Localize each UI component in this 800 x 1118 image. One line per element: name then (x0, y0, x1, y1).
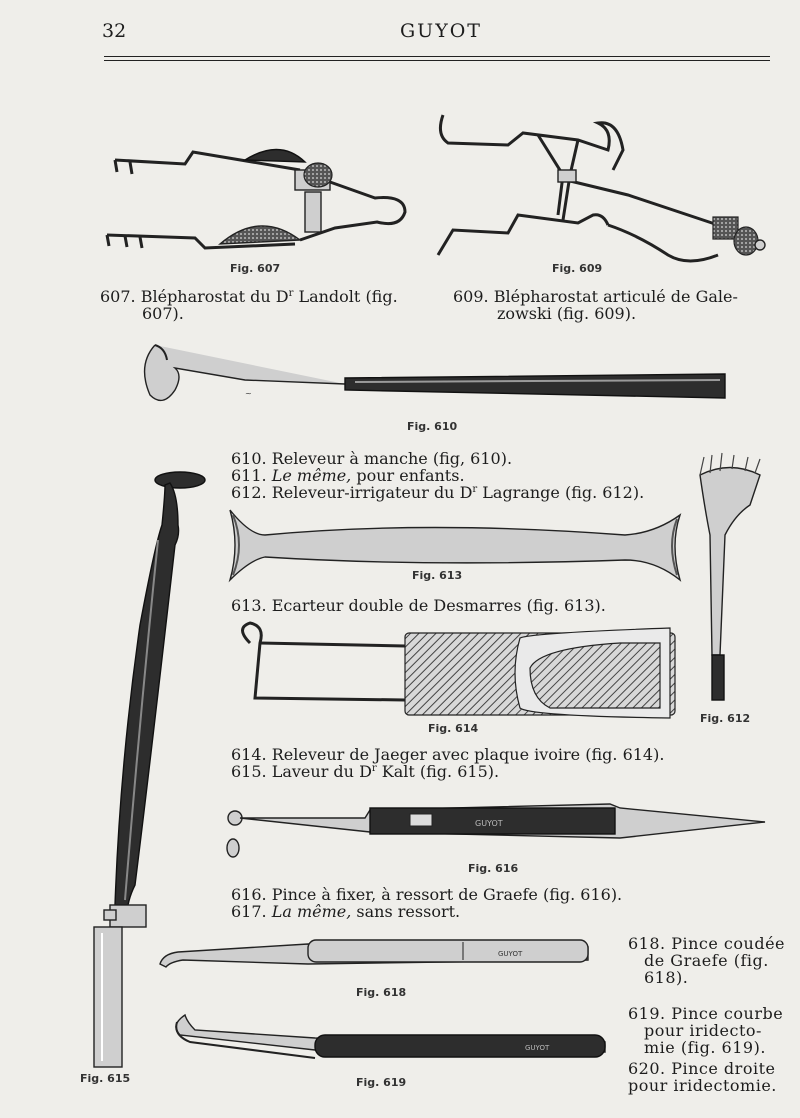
entry-617 (231, 903, 460, 920)
header-rule-bottom (104, 60, 770, 61)
figure-607-blepharostat-landolt (95, 140, 415, 255)
entry-617-number: 617. (231, 902, 267, 921)
entry-619-line3: mie (fig. 619). (644, 1038, 766, 1057)
figure-615-laveur-kalt (80, 465, 210, 1075)
entry-618-line3: 618). (644, 968, 689, 987)
figure-618-pince-coudee (158, 932, 598, 972)
entry-620-line1: Pince droite (671, 1059, 776, 1078)
entry-618-number: 618. (628, 934, 666, 953)
entry-618-line2: de Graefe (fig. (644, 951, 769, 970)
entry-610-number: 610. (231, 449, 267, 468)
entry-615-text-b: Kalt (fig. 615). (376, 762, 500, 781)
entry-614 (231, 746, 664, 763)
entry-616-text: Pince à fixer, à ressort de Graefe (fig. 616). (271, 885, 623, 904)
caption-fig-614: Fig. 614 (428, 722, 479, 735)
entry-616 (231, 886, 622, 903)
page-number: 32 (102, 20, 127, 42)
caption-fig-612: Fig. 612 (700, 712, 751, 725)
entry-620-number: 620. (628, 1059, 666, 1078)
engraver-signature: ~ (245, 389, 252, 398)
entry-607-text-b: Landolt (fig. (293, 287, 398, 306)
caption-fig-613: Fig. 613 (412, 569, 463, 582)
entry-619-line2: pour iridecto- (644, 1021, 762, 1040)
caption-fig-607: Fig. 607 (230, 262, 281, 275)
instrument-mark-619: GUYOT (525, 1044, 550, 1052)
entry-611 (231, 467, 465, 484)
running-title: GUYOT (400, 20, 482, 42)
entry-609-line2: zowski (fig. 609). (497, 304, 637, 323)
figure-612-releveur-irrigateur (690, 455, 780, 705)
entry-609 (453, 288, 738, 322)
entry-619 (628, 1005, 783, 1056)
caption-fig-616: Fig. 616 (468, 862, 519, 875)
entry-611-text: pour enfants. (351, 466, 465, 485)
entry-617-italic: La même, (271, 902, 352, 921)
caption-fig-609: Fig. 609 (552, 262, 603, 275)
caption-fig-610: Fig. 610 (407, 420, 458, 433)
entry-612 (231, 484, 644, 501)
caption-fig-619: Fig. 619 (356, 1076, 407, 1089)
entry-615-number: 615. (231, 762, 267, 781)
entry-612-number: 612. (231, 483, 267, 502)
entry-616-number: 616. (231, 885, 267, 904)
instrument-mark-618: GUYOT (498, 950, 523, 958)
header-rule-top (104, 56, 770, 57)
entry-607-line2: 607). (142, 304, 184, 323)
entry-612-text-b: Lagrange (fig. 612). (477, 483, 645, 502)
entry-607-number: 607. (100, 287, 136, 306)
entry-612-sup: r (472, 484, 478, 495)
entry-607-sup: r (288, 288, 294, 299)
entry-619-line1: Pince courbe (671, 1004, 784, 1023)
entry-607 (100, 288, 398, 322)
entry-614-number: 614. (231, 745, 267, 764)
entry-614-text: Releveur de Jaeger avec plaque ivoire (fig. 614). (271, 745, 665, 764)
entry-611-italic: Le même, (271, 466, 352, 485)
entry-607-text: Blépharostat du D (140, 287, 289, 306)
caption-fig-615: Fig. 615 (80, 1072, 131, 1085)
figure-619-pince-courbe (165, 1010, 610, 1065)
entry-618 (628, 935, 785, 986)
entry-618-line1: Pince coudée (671, 934, 785, 953)
figure-616-pince-fixer (225, 800, 770, 860)
caption-fig-618: Fig. 618 (356, 986, 407, 999)
entry-612-text: Releveur-irrigateur du D (271, 483, 473, 502)
entry-613 (231, 597, 606, 614)
figure-614-releveur-jaeger (230, 618, 680, 728)
entry-615 (231, 763, 499, 780)
entry-615-sup: r (371, 763, 377, 774)
entry-609-text: Blépharostat articulé de Gale- (493, 287, 738, 306)
entry-610-text: Releveur à manche (fig, 610). (271, 449, 513, 468)
entry-613-number: 613. (231, 596, 267, 615)
instrument-mark-616: GUYOT (475, 819, 503, 828)
entry-610 (231, 450, 512, 467)
figure-609-blepharostat-galezowski (428, 105, 778, 270)
entry-611-number: 611. (231, 466, 267, 485)
entry-620 (628, 1060, 777, 1094)
entry-620-line2: pour iridectomie. (628, 1076, 777, 1095)
entry-613-text: Ecarteur double de Desmarres (fig. 613). (271, 596, 606, 615)
entry-619-number: 619. (628, 1004, 666, 1023)
entry-615-text: Laveur du D (271, 762, 372, 781)
entry-609-number: 609. (453, 287, 489, 306)
entry-617-text: sans ressort. (351, 902, 461, 921)
figure-610-releveur-manche (135, 340, 735, 410)
